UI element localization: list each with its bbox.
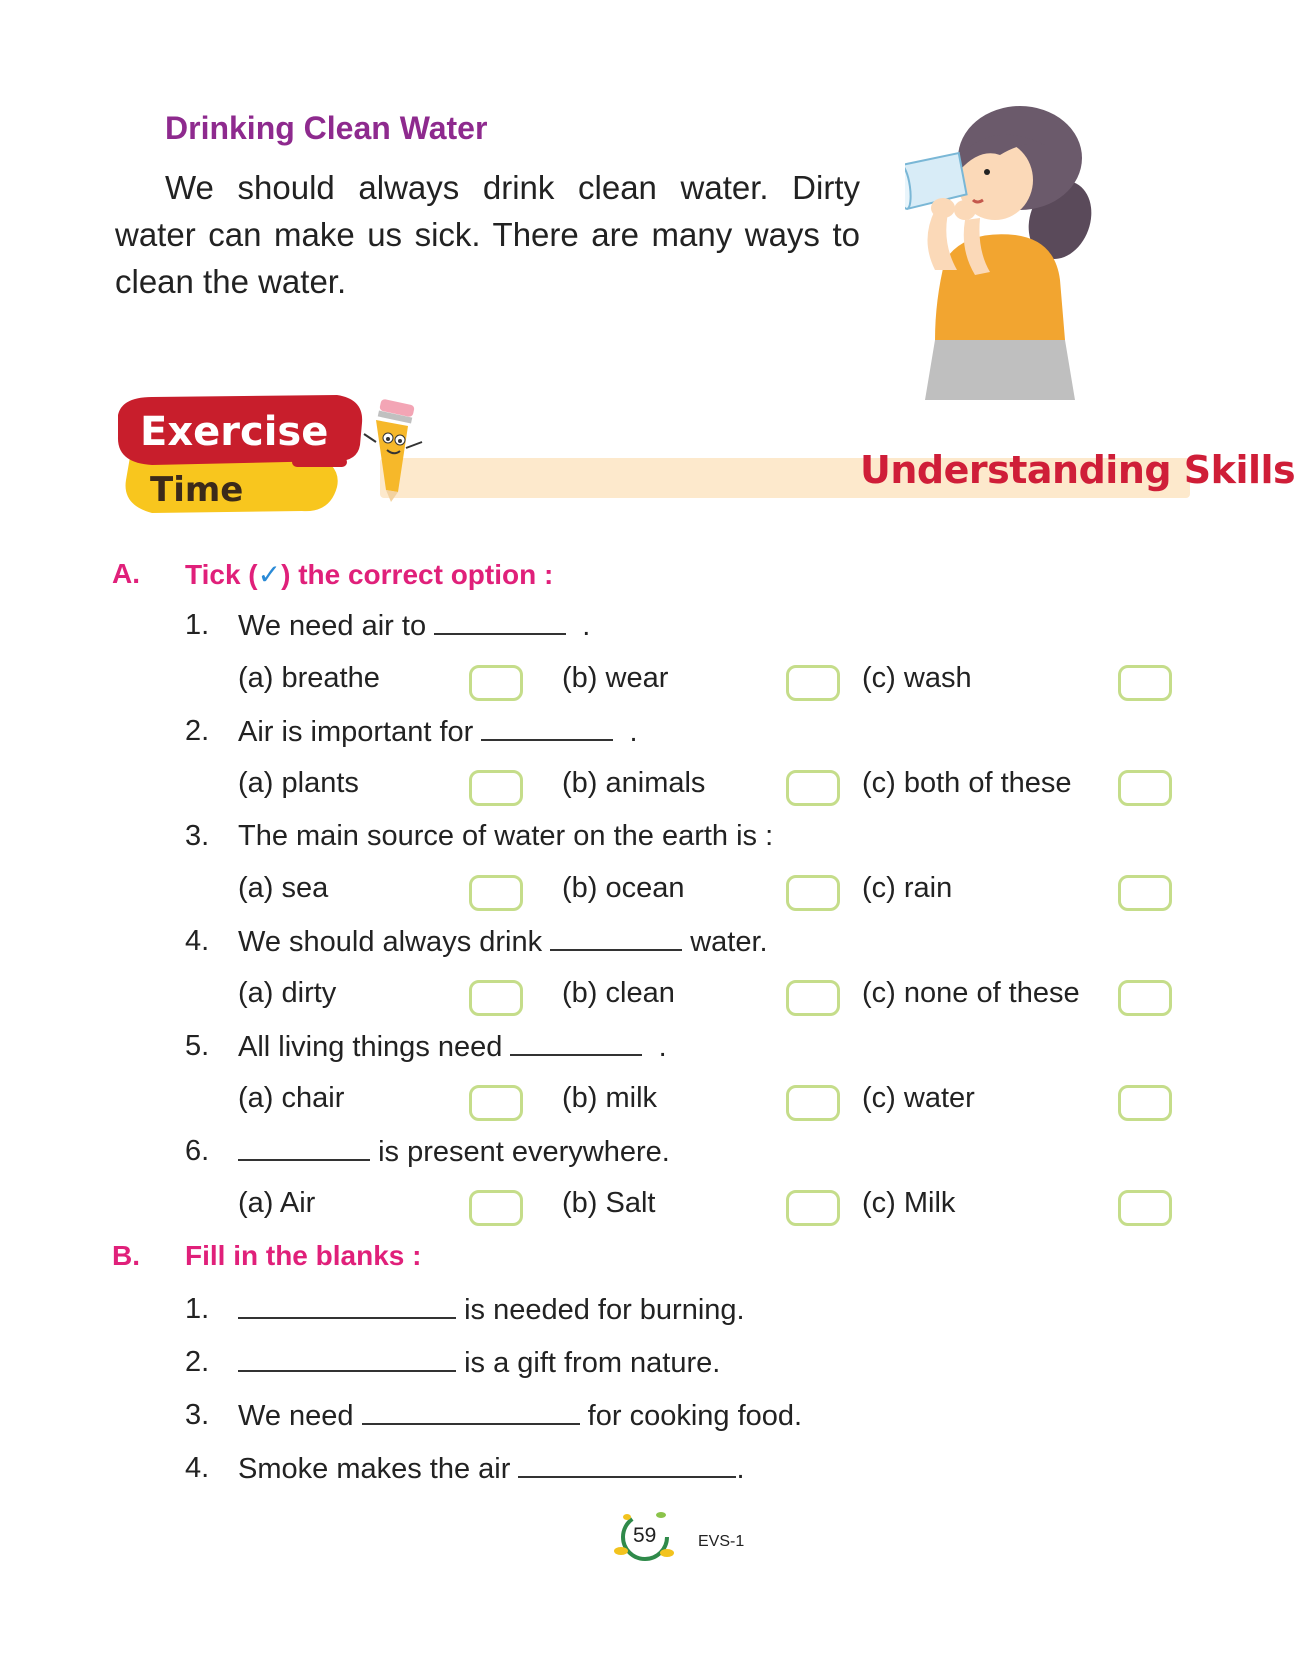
- reading-heading: Drinking Clean Water: [165, 110, 488, 146]
- question-number: 6.: [185, 1135, 210, 1167]
- question-text: is present everywhere.: [238, 1135, 670, 1169]
- reading-paragraph: We should always drink clean water. Dirty water can make us sick. There are many ways to clean the water.: [115, 169, 860, 300]
- time-word: Time: [150, 470, 244, 510]
- question-number: 4.: [185, 925, 210, 957]
- option-b: (b) wear: [562, 662, 669, 694]
- section-a-letter: A.: [112, 558, 140, 589]
- option-c: (c) Milk: [862, 1187, 956, 1219]
- question-text: We should always drink water.: [238, 926, 768, 958]
- checkbox-a[interactable]: [469, 665, 523, 701]
- option-b: (b) Salt: [562, 1187, 656, 1219]
- option-a: (a) dirty: [238, 977, 337, 1009]
- checkbox-c[interactable]: [1118, 665, 1172, 701]
- question-text: We need air to .: [238, 610, 591, 642]
- question-text: The main source of water on the earth is :: [238, 820, 774, 852]
- blank-item-text: Smoke makes the air .: [238, 1453, 745, 1485]
- question-text: Air is important for .: [238, 716, 638, 748]
- checkbox-c[interactable]: [1118, 770, 1172, 806]
- option-b: (b) milk: [562, 1082, 658, 1114]
- blank-item-text: We need for cooking food.: [238, 1400, 803, 1432]
- page-number: 59: [633, 1524, 657, 1547]
- option-c: (c) wash: [862, 662, 972, 694]
- question-text: All living things need .: [238, 1031, 667, 1063]
- option-c: (c) rain: [862, 872, 953, 904]
- checkbox-a[interactable]: [469, 980, 523, 1016]
- checkbox-b[interactable]: [786, 665, 840, 701]
- checkbox-a[interactable]: [469, 770, 523, 806]
- pencil-mascot-icon: [362, 392, 442, 502]
- checkbox-c[interactable]: [1118, 1190, 1172, 1226]
- checkbox-c[interactable]: [1118, 980, 1172, 1016]
- blank-item-number: 3.: [185, 1399, 210, 1431]
- blank-line[interactable]: [434, 609, 566, 635]
- checkbox-c[interactable]: [1118, 875, 1172, 911]
- option-a: (a) breathe: [238, 662, 380, 694]
- section-a-title: [185, 558, 553, 591]
- exercise-time-badge: [112, 395, 372, 515]
- blank-item-text: is a gift from nature.: [238, 1346, 720, 1380]
- option-b: (b) ocean: [562, 872, 685, 904]
- checkbox-b[interactable]: [786, 770, 840, 806]
- blank-item-number: 1.: [185, 1293, 210, 1325]
- option-a: (a) sea: [238, 872, 329, 904]
- checkbox-a[interactable]: [469, 1190, 523, 1226]
- blank-line[interactable]: [238, 1293, 456, 1319]
- option-a: (a) plants: [238, 767, 359, 799]
- tick-icon: ✓: [257, 559, 282, 590]
- checkbox-b[interactable]: [786, 1190, 840, 1226]
- girl-drinking-water-illustration: [905, 100, 1165, 420]
- blank-item-number: 4.: [185, 1452, 210, 1484]
- checkbox-a[interactable]: [469, 1085, 523, 1121]
- section-b-title: Fill in the blanks :: [185, 1240, 422, 1271]
- blank-item-text: is needed for burning.: [238, 1293, 745, 1327]
- understanding-skills-label: Understanding Skills: [860, 448, 1296, 492]
- checkbox-b[interactable]: [786, 980, 840, 1016]
- checkbox-a[interactable]: [469, 875, 523, 911]
- blank-item-number: 2.: [185, 1346, 210, 1378]
- option-c: (c) both of these: [862, 767, 1072, 799]
- question-number: 1.: [185, 609, 210, 641]
- section-a-title-before: Tick (: [185, 559, 258, 590]
- option-a: (a) chair: [238, 1082, 345, 1114]
- blank-line[interactable]: [518, 1452, 736, 1478]
- section-b-letter: B.: [112, 1240, 140, 1271]
- option-a: (a) Air: [238, 1187, 316, 1219]
- blank-line[interactable]: [238, 1135, 370, 1161]
- exercise-word: Exercise: [140, 409, 329, 455]
- blank-line[interactable]: [481, 715, 613, 741]
- question-number: 2.: [185, 715, 210, 747]
- option-b: (b) clean: [562, 977, 675, 1009]
- option-b: (b) animals: [562, 767, 706, 799]
- blank-line[interactable]: [510, 1030, 642, 1056]
- section-a-title-after: ) the correct option :: [281, 559, 554, 590]
- blank-line[interactable]: [238, 1346, 456, 1372]
- option-c: (c) none of these: [862, 977, 1080, 1009]
- checkbox-c[interactable]: [1118, 1085, 1172, 1121]
- blank-line[interactable]: [550, 925, 682, 951]
- checkbox-b[interactable]: [786, 1085, 840, 1121]
- blank-line[interactable]: [362, 1399, 580, 1425]
- option-c: (c) water: [862, 1082, 975, 1114]
- question-number: 3.: [185, 820, 210, 852]
- question-number: 5.: [185, 1030, 210, 1062]
- checkbox-b[interactable]: [786, 875, 840, 911]
- book-label: EVS-1: [698, 1533, 745, 1550]
